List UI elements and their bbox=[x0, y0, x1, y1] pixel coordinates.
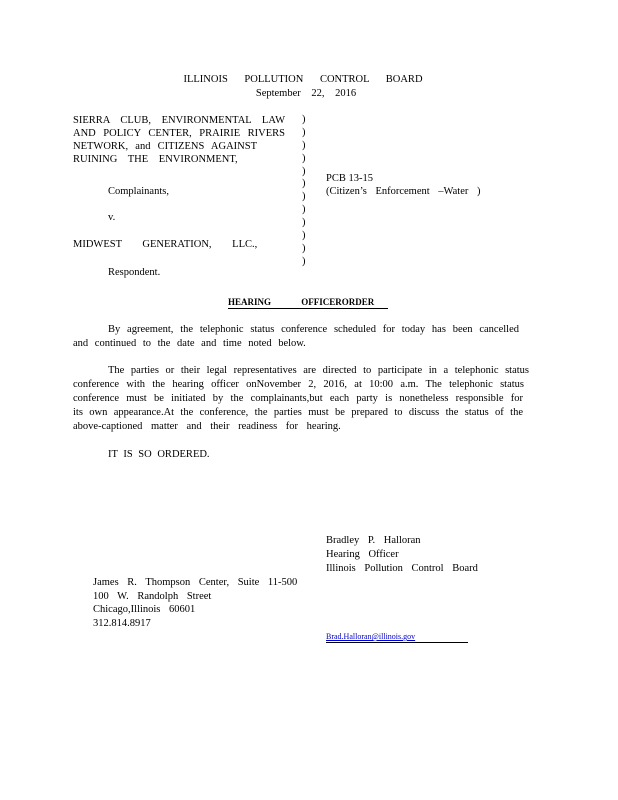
complainants-label: Complainants, bbox=[108, 186, 169, 197]
email-container bbox=[326, 631, 468, 643]
body-para2-line5: above-captioned matter and their readiness for hearing. bbox=[73, 421, 341, 432]
respondent-name: MIDWEST GENERATION, LLC., bbox=[73, 239, 258, 250]
paren: ) bbox=[302, 139, 306, 151]
case-type: (Citizen’s Enforcement –Water ) bbox=[326, 186, 481, 197]
paren: ) bbox=[302, 230, 306, 242]
complainants-line-4: RUINING THE ENVIRONMENT, bbox=[73, 154, 238, 165]
complainants-line-1: SIERRA CLUB, ENVIRONMENTAL LAW bbox=[73, 115, 285, 126]
paren: ) bbox=[302, 204, 306, 216]
paren: ) bbox=[302, 126, 306, 138]
paren: ) bbox=[302, 178, 306, 190]
complainants-line-3: NETWORK, and CITIZENS AGAINST bbox=[73, 141, 257, 152]
order-date: September 22, 2016 bbox=[255, 88, 357, 99]
board-heading: ILLINOIS POLLUTION CONTROL BOARD bbox=[183, 74, 423, 85]
caption-paren-column bbox=[302, 114, 310, 269]
paren: ) bbox=[302, 217, 306, 229]
address-line3: Chicago,Illinois 60601 bbox=[93, 604, 196, 615]
paren: ) bbox=[302, 191, 306, 203]
so-ordered: IT IS SO ORDERED. bbox=[108, 449, 210, 460]
signer-role: Hearing Officer bbox=[326, 549, 399, 560]
email-link[interactable]: Brad.Halloran@illinois.gov bbox=[326, 632, 416, 641]
body-para2-line3: conference must be initiated by the complainants,but each party is nonetheless responsible for bbox=[73, 393, 523, 404]
address-line1: James R. Thompson Center, Suite 11-500 bbox=[93, 577, 298, 588]
respondent-label: Respondent. bbox=[108, 267, 161, 278]
body-para2-line1: The parties or their legal representatives are directed to participate in a telephonic status bbox=[108, 365, 529, 376]
order-title bbox=[228, 297, 388, 309]
paren: ) bbox=[302, 152, 306, 164]
signer-org: Illinois Pollution Control Board bbox=[326, 563, 478, 574]
address-phone: 312.814.8917 bbox=[93, 618, 151, 629]
paren: ) bbox=[302, 165, 306, 177]
paren: ) bbox=[302, 255, 306, 267]
signer-name: Bradley P. Halloran bbox=[326, 535, 421, 546]
complainants-line-2: AND POLICY CENTER, PRAIRIE RIVERS bbox=[73, 128, 285, 139]
address-line2: 100 W. Randolph Street bbox=[93, 591, 212, 602]
versus-label: v. bbox=[108, 212, 116, 223]
paren: ) bbox=[302, 114, 306, 125]
paren: ) bbox=[302, 242, 306, 254]
body-para2-line2: conference with the hearing officer onNovember 2, 2016, at 10:00 a.m. The telephonic status bbox=[73, 379, 524, 390]
body-para1-line1: By agreement, the telephonic status conference scheduled for today has been cancelled bbox=[108, 324, 519, 335]
body-para2-line4: its own appearance.At the conference, the parties must be prepared to discuss the status of the bbox=[73, 407, 523, 418]
body-para1-line2: and continued to the date and time noted below. bbox=[73, 338, 306, 349]
case-number: PCB 13-15 bbox=[326, 173, 373, 184]
order-title-text: HEARING OFFICERORDER bbox=[228, 297, 375, 307]
